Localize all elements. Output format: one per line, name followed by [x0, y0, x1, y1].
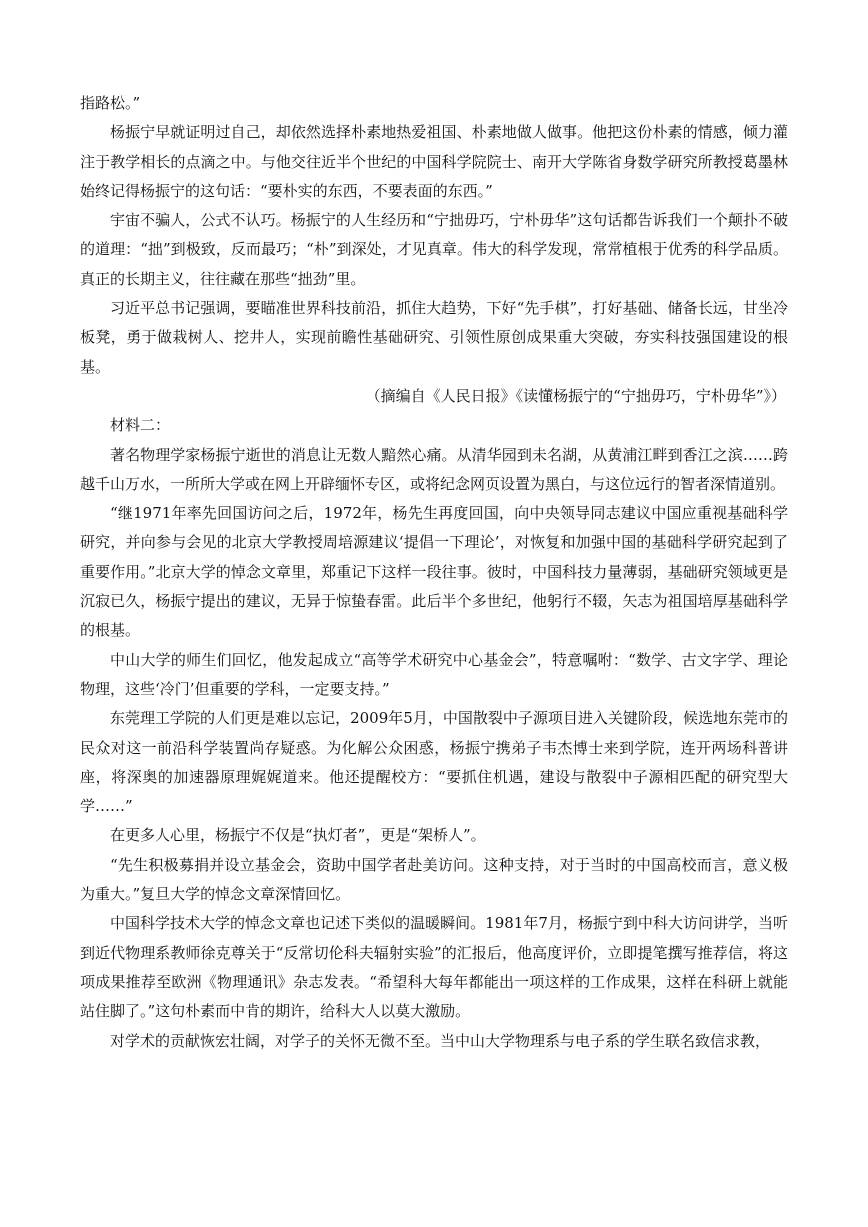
- paragraph: 宇宙不骗人，公式不认巧。杨振宁的人生经历和“宁拙毋巧，宁朴毋华”这句话都告诉我们一个颠扑不破的道理：“拙”到极致，反而最巧；“朴”到深处，才见真章。伟大的科学发现，常常植根于优秀的科学品质。真正的长期主义，往往藏在那些“拙劲”里。: [80, 211, 788, 288]
- paragraph: 杨振宁早就证明过自己，却依然选择朴素地热爱祖国、朴素地做人做事。他把这份朴素的情感，倾力灌注于教学相长的点滴之中。与他交往近半个世纪的中国科学院院士、南开大学陈省身数学研究所教授葛墨林始终记得杨振宁的这句话：“要朴实的东西，不要表面的东西。”: [80, 123, 788, 200]
- paragraph: “继1971年率先回国访问之后，1972年，杨先生再度回国，向中央领导同志建议中国应重视基础科学研究，并向参与会见的北京大学教授周培源建议‘提倡一下理论’，对恢复和加强中国的基础科学研究起到了重要作用。”北京大学的悼念文章里，郑重记下这样一段往事。彼时，中国科技力量薄弱，基础研究领域更是沉寂已久，杨振宁提出的建议，无异于惊蛰春雷。此后半个多世纪，他躬行不辍，矢志为祖国培厚基础科学的根基。: [80, 504, 788, 640]
- section-heading: 材料二：: [110, 416, 171, 435]
- paragraph: 中国科学技术大学的悼念文章也记述下类似的温暖瞬间。1981年7月，杨振宁到中科大访问讲学，当听到近代物理系教师徐克尊关于“反常切伦科夫辐射实验”的汇报后，他高度评价，立即提笔撰写推荐信，将这项成果推荐至欧洲《物理通讯》杂志发表。“希望科大每年都能出一项这样的工作成果，这样在科研上就能站住脚了。”这句朴素而中肯的期许，给科大人以莫大激励。: [80, 914, 788, 1021]
- source-citation: （摘编自《人民日报》《读懂杨振宁的“宁拙毋巧，宁朴毋华”》）: [365, 386, 786, 405]
- paragraph: 习近平总书记强调，要瞄准世界科技前沿，抓住大趋势，下好“先手棋”，打好基础、储备长远，甘坐冷板凳，勇于做栽树人、挖井人，实现前瞻性基础研究、引领性原创成果重大突破，夯实科技强国建设的根基。: [80, 299, 788, 376]
- paragraph: 在更多人心里，杨振宁不仅是“执灯者”，更是“架桥人”。: [110, 826, 486, 845]
- paragraph: 东莞理工学院的人们更是难以忘记，2009年5月，中国散裂中子源项目进入关键阶段，候选地东莞市的民众对这一前沿科学装置尚存疑惑。为化解公众困惑，杨振宁携弟子韦杰博士来到学院，连开两场科普讲座，将深奥的加速器原理娓娓道来。他还提醒校方：“要抓住机遇，建设与散裂中子源相匹配的研究型大学……”: [80, 709, 788, 816]
- document-page: [80, 89, 788, 1056]
- paragraph: 著名物理学家杨振宁逝世的消息让无数人黯然心痛。从清华园到未名湖，从黄浦江畔到香江之滨……跨越千山万水，一所所大学或在网上开辟缅怀专区，或将纪念网页设置为黑白，与这位远行的智者深情道别。: [80, 445, 788, 493]
- paragraph: “先生积极募捐并设立基金会，资助中国学者赴美访问。这种支持，对于当时的中国高校而言，意义极为重大。”复旦大学的悼念文章深情回忆。: [80, 855, 788, 904]
- paragraph: 对学术的贡献恢宏壮阔，对学子的关怀无微不至。当中山大学物理系与电子系的学生联名致信求教，: [110, 1031, 771, 1050]
- paragraph: 中山大学的师生们回忆，他发起成立“高等学术研究中心基金会”，特意嘱咐：“数学、古文字学、理论物理，这些‘冷门’但重要的学科，一定要支持。”: [80, 650, 788, 698]
- paragraph-continuation: 指路松。”: [80, 94, 141, 112]
